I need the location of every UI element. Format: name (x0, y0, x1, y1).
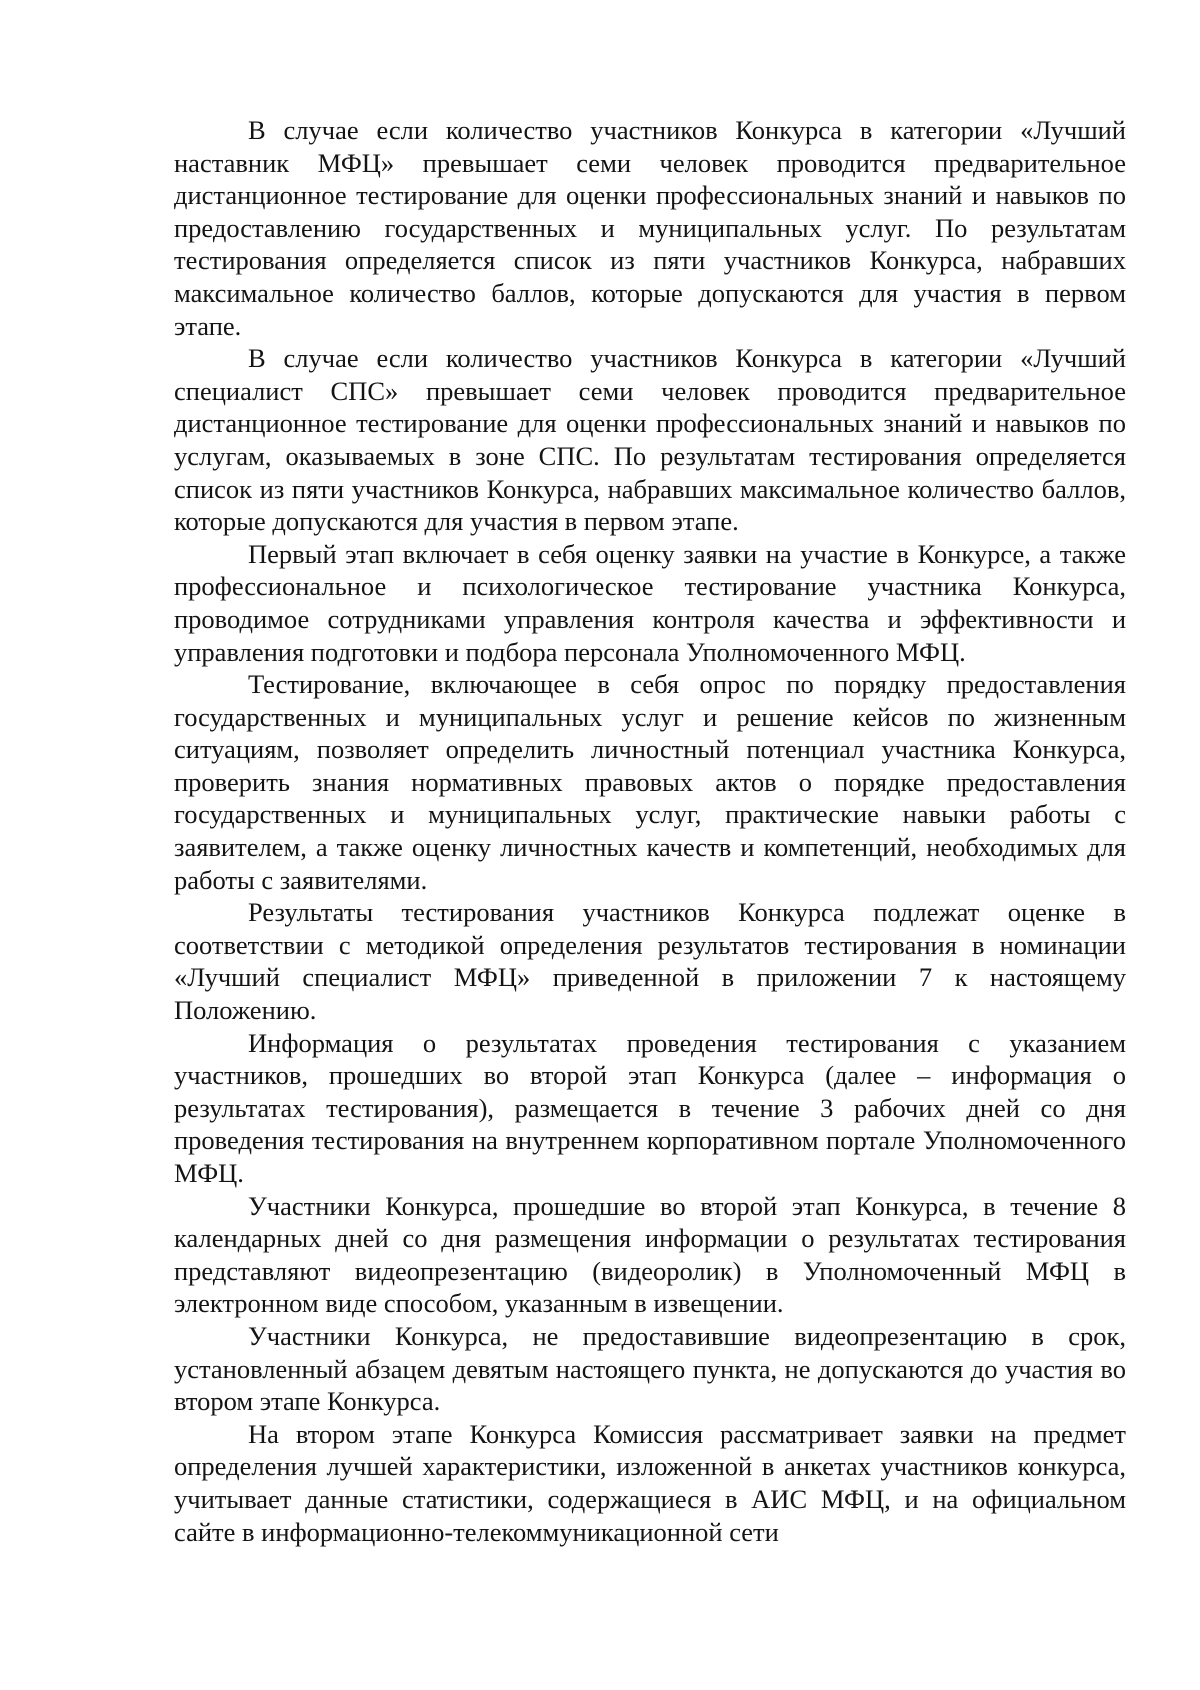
paragraph-testing-results: Результаты тестирования участников Конкурса подлежат оценке в соответствии с методикой определения результатов тестирования в номинации «Лучший специалист МФЦ» приведенной в приложении 7 к настоящему Положению. (174, 897, 1126, 1026)
paragraph-testing-description: Тестирование, включающее в себя опрос по порядку предоставления государственных и муниципальных услуг и решение кейсов по жизненным ситуациям, позволяет определить личностный потенциал участника Конкурса, проверить знания нормативных правовых актов о порядке предоставления государственных и муниципальных услуг, практические навыки работы с заявителем, а также оценку личностных качеств и компетенций, необходимых для работы с заявителями. (174, 669, 1126, 895)
paragraph-first-stage: Первый этап включает в себя оценку заявки на участие в Конкурсе, а также профессиональное и психологическое тестирование участника Конкурса, проводимое сотрудниками управления контроля качества и эффективности и управления подготовки и подбора персонала Уполномоченного МФЦ. (174, 538, 1126, 667)
paragraph-sps-testing: В случае если количество участников Конкурса в категории «Лучший специалист СПС» превышает семи человек проводится предварительное дистанционное тестирование для оценки профессиональных знаний и навыков по услугам, оказываемых в зоне СПС. По результатам тестирования определяется список из пяти участников Конкурса, набравших максимальное количество баллов, которые допускаются для участия в первом этапе. (174, 343, 1126, 537)
paragraph-mentor-testing: В случае если количество участников Конкурса в категории «Лучший наставник МФЦ» превышает семи человек проводится предварительное дистанционное тестирование для оценки профессиональных знаний и навыков по предоставлению государственных и муниципальных услуг. По результатам тестирования определяется список из пяти участников Конкурса, набравших максимальное количество баллов, которые допускаются для участия в первом этапе. (174, 115, 1126, 341)
paragraph-results-information: Информация о результатах проведения тестирования с указанием участников, прошедших во второй этап Конкурса (далее – информация о результатах тестирования), размещается в течение 3 рабочих дней со дня проведения тестирования на внутреннем корпоративном портале Уполномоченного МФЦ. (174, 1027, 1126, 1188)
paragraph-video-presentation: Участники Конкурса, прошедшие во второй этап Конкурса, в течение 8 календарных дней со дня размещения информации о результатах тестирования представляют видеопрезентацию (видеоролик) в Уполномоченный МФЦ в электронном виде способом, указанным в извещении. (174, 1190, 1126, 1319)
paragraph-not-admitted: Участники Конкурса, не предоставившие видеопрезентацию в срок, установленный абзацем девятым настоящего пункта, не допускаются до участия во втором этапе Конкурса. (174, 1320, 1126, 1417)
document-body (174, 114, 1126, 1548)
paragraph-second-stage: На втором этапе Конкурса Комиссия рассматривает заявки на предмет определения лучшей характеристики, изложенной в анкетах участников конкурса, учитывает данные статистики, содержащиеся в АИС МФЦ, и на официальном сайте в информационно-телекоммуникационной сети (174, 1418, 1126, 1547)
